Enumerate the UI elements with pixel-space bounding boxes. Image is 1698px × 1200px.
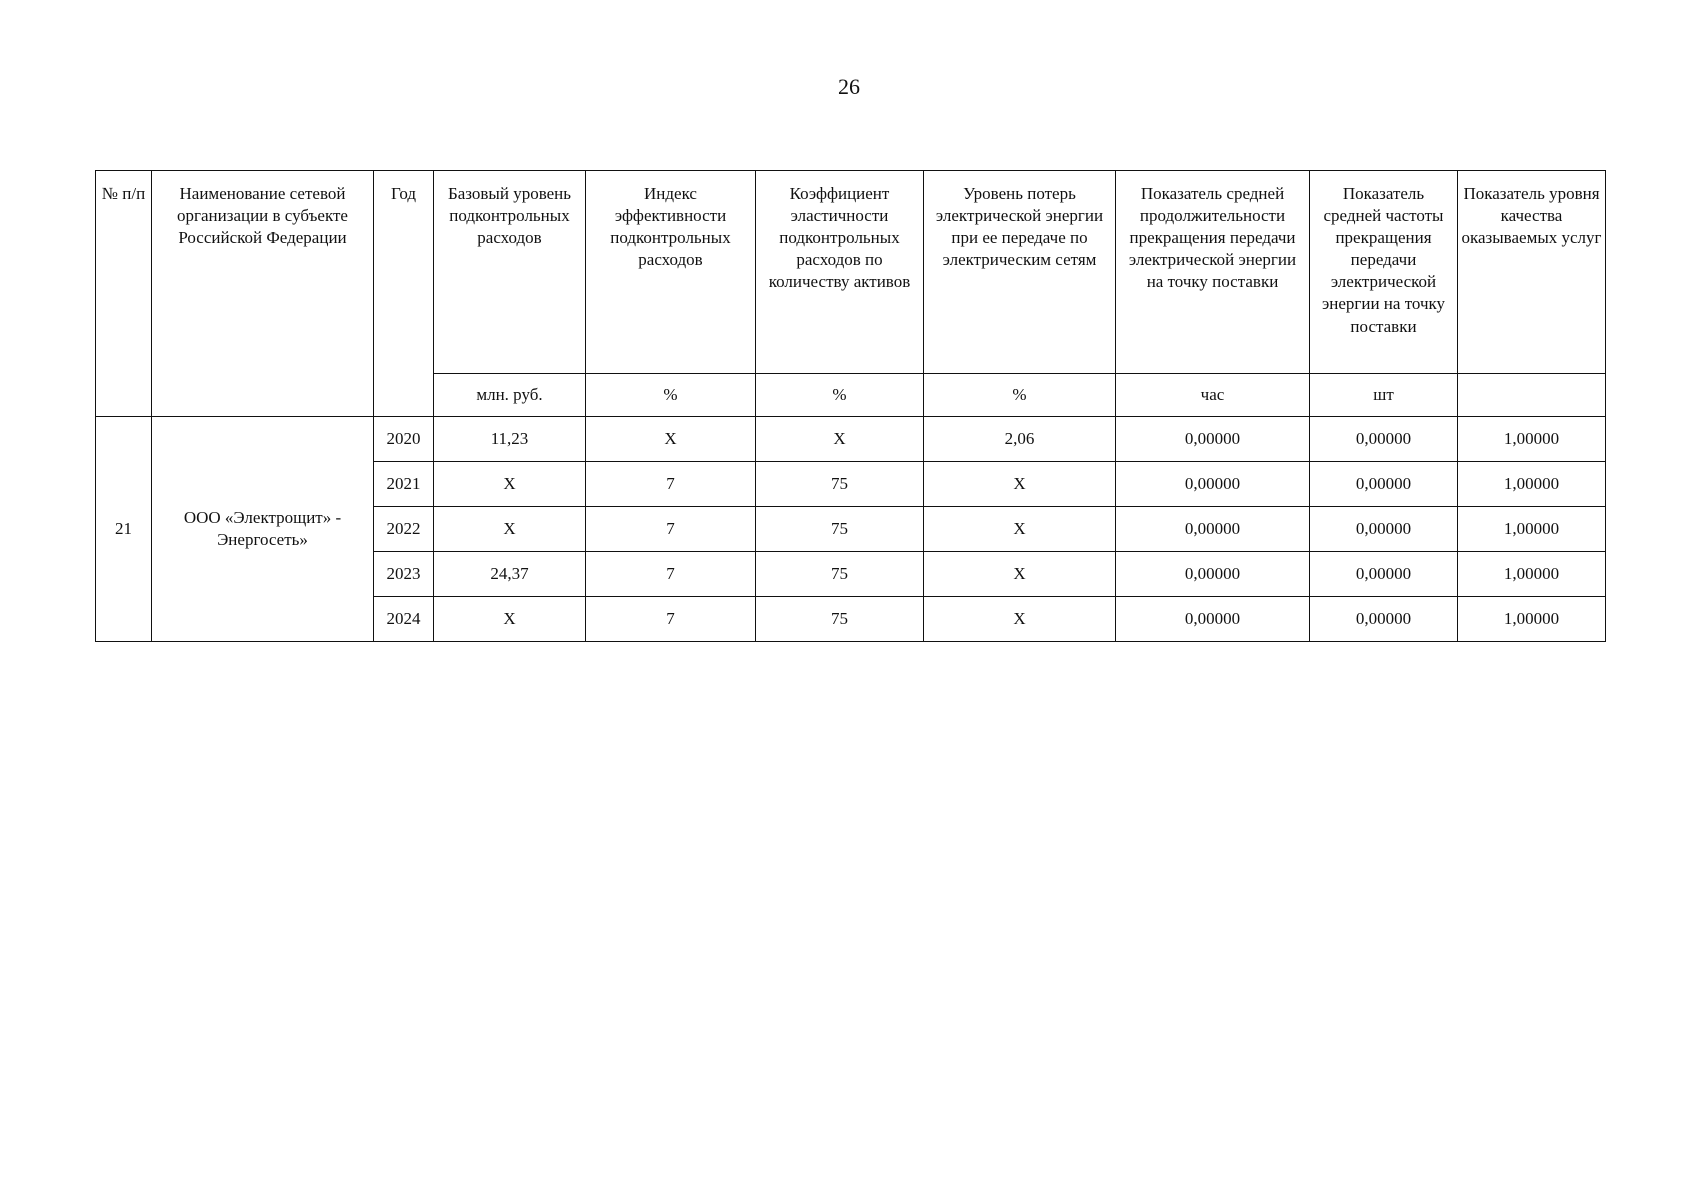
cell-loss-level: Х	[924, 462, 1116, 507]
cell-loss-level: Х	[924, 552, 1116, 597]
unit-base-level: млн. руб.	[434, 374, 586, 417]
cell-service-quality: 1,00000	[1458, 462, 1606, 507]
cell-year: 2024	[374, 597, 434, 642]
cell-service-quality: 1,00000	[1458, 507, 1606, 552]
cell-base-level: Х	[434, 462, 586, 507]
cell-loss-level: Х	[924, 507, 1116, 552]
cell-base-level: 24,37	[434, 552, 586, 597]
cell-service-quality: 1,00000	[1458, 597, 1606, 642]
cell-service-quality: 1,00000	[1458, 552, 1606, 597]
entry-number: 21	[96, 417, 152, 642]
cell-base-level: Х	[434, 507, 586, 552]
cell-interruption-duration: 0,00000	[1116, 597, 1310, 642]
cell-elasticity-coefficient: 75	[756, 552, 924, 597]
cell-efficiency-index: 7	[586, 552, 756, 597]
table-row	[96, 417, 1606, 462]
cell-efficiency-index: Х	[586, 417, 756, 462]
cell-elasticity-coefficient: 75	[756, 507, 924, 552]
cell-loss-level: Х	[924, 597, 1116, 642]
cell-elasticity-coefficient: 75	[756, 597, 924, 642]
cell-year: 2022	[374, 507, 434, 552]
cell-service-quality: 1,00000	[1458, 417, 1606, 462]
cell-interruption-duration: 0,00000	[1116, 507, 1310, 552]
indicators-table	[95, 170, 1606, 642]
cell-interruption-frequency: 0,00000	[1310, 417, 1458, 462]
cell-interruption-frequency: 0,00000	[1310, 552, 1458, 597]
header-elasticity-coefficient: Коэффициент эластичности подконтрольных расходов по количеству активов	[756, 171, 924, 374]
cell-interruption-duration: 0,00000	[1116, 462, 1310, 507]
header-interruption-frequency: Показатель средней частоты прекращения передачи электрической энергии на точку поставки	[1310, 171, 1458, 374]
cell-year: 2020	[374, 417, 434, 462]
page-number: 26	[838, 74, 860, 99]
unit-efficiency-index: %	[586, 374, 756, 417]
header-loss-level: Уровень потерь электрической энергии при ее передаче по электрическим сетям	[924, 171, 1116, 374]
cell-base-level: 11,23	[434, 417, 586, 462]
cell-base-level: Х	[434, 597, 586, 642]
cell-elasticity-coefficient: Х	[756, 417, 924, 462]
cell-elasticity-coefficient: 75	[756, 462, 924, 507]
header-organization: Наименование сетевой организации в субъекте Российской Федерации	[152, 171, 374, 417]
cell-interruption-frequency: 0,00000	[1310, 507, 1458, 552]
cell-efficiency-index: 7	[586, 597, 756, 642]
unit-loss-level: %	[924, 374, 1116, 417]
cell-efficiency-index: 7	[586, 507, 756, 552]
header-service-quality: Показатель уровня качества оказываемых услуг	[1458, 171, 1606, 374]
header-base-level: Базовый уровень подконтрольных расходов	[434, 171, 586, 374]
cell-year: 2021	[374, 462, 434, 507]
header-efficiency-index: Индекс эффективности подконтрольных расходов	[586, 171, 756, 374]
header-number: № п/п	[96, 171, 152, 417]
unit-interruption-frequency: шт	[1310, 374, 1458, 417]
header-year: Год	[374, 171, 434, 417]
organization-name: ООО «Электрощит» - Энергосеть»	[152, 417, 374, 642]
cell-interruption-duration: 0,00000	[1116, 417, 1310, 462]
cell-interruption-frequency: 0,00000	[1310, 597, 1458, 642]
cell-year: 2023	[374, 552, 434, 597]
cell-interruption-frequency: 0,00000	[1310, 462, 1458, 507]
cell-efficiency-index: 7	[586, 462, 756, 507]
unit-service-quality	[1458, 374, 1606, 417]
unit-elasticity-coefficient: %	[756, 374, 924, 417]
cell-loss-level: 2,06	[924, 417, 1116, 462]
header-interruption-duration: Показатель средней продолжительности прекращения передачи электрической энергии на точку поставки	[1116, 171, 1310, 374]
unit-interruption-duration: час	[1116, 374, 1310, 417]
cell-interruption-duration: 0,00000	[1116, 552, 1310, 597]
